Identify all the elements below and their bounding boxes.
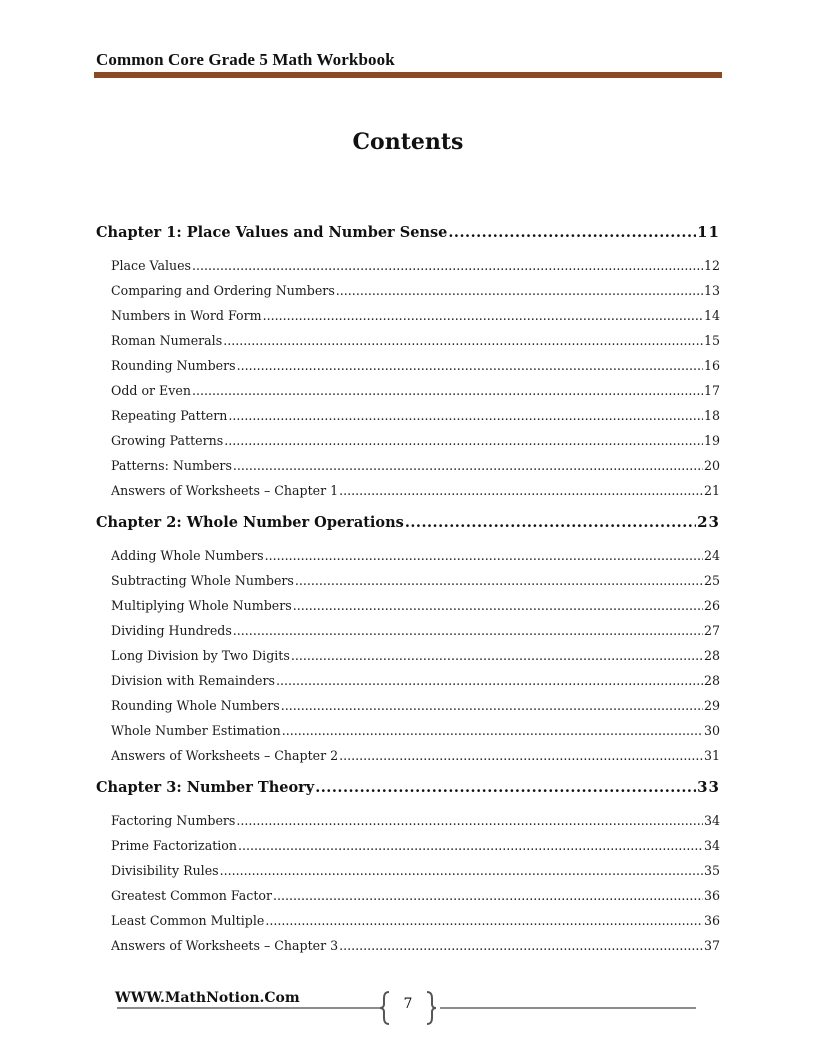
toc-entry-page-number: 23 xyxy=(697,513,720,531)
toc-entry-title: Place Values xyxy=(111,258,192,273)
toc-entry-page-number: 27 xyxy=(703,623,720,638)
toc-entry-title: Subtracting Whole Numbers xyxy=(111,573,294,588)
dot-leader xyxy=(282,722,703,740)
toc-entry-page-number: 37 xyxy=(703,938,720,953)
toc-entry-title: Patterns: Numbers xyxy=(111,458,232,473)
toc-entry-title: Chapter 1: Place Values and Number Sense xyxy=(96,224,448,241)
toc-entry-title: Answers of Worksheets – Chapter 2 xyxy=(111,748,339,763)
toc-chapter-entry xyxy=(96,221,720,243)
toc-lesson-entry xyxy=(111,912,720,930)
dot-leader xyxy=(263,307,703,325)
dot-leader xyxy=(339,482,703,500)
toc-entry-title: Odd or Even xyxy=(111,383,191,398)
footer-rule-left xyxy=(117,1007,380,1009)
toc-lesson-entry xyxy=(111,332,720,350)
toc-entry-title: Repeating Pattern xyxy=(111,408,228,423)
toc-entry-title: Answers of Worksheets – Chapter 3 xyxy=(111,938,339,953)
dot-leader xyxy=(293,597,703,615)
toc-entry-page-number: 26 xyxy=(703,598,720,613)
toc-entry-page-number: 16 xyxy=(703,358,720,373)
toc-lesson-entry xyxy=(111,937,720,955)
page-title: Contents xyxy=(352,129,464,155)
dot-leader xyxy=(281,697,703,715)
toc-entry-title: Divisibility Rules xyxy=(111,863,219,878)
dot-leader xyxy=(336,282,703,300)
toc-lesson-entry xyxy=(111,307,720,325)
dot-leader xyxy=(233,457,703,475)
toc-entry-title: Greatest Common Factor xyxy=(111,888,272,903)
toc-entry-title: Growing Patterns xyxy=(111,433,224,448)
toc-lesson-entry xyxy=(111,837,720,855)
toc-entry-page-number: 17 xyxy=(703,383,720,398)
toc-lesson-entry xyxy=(111,407,720,425)
toc-entry-title: Factoring Numbers xyxy=(111,813,236,828)
footer-rule-right xyxy=(440,1007,696,1009)
dot-leader xyxy=(339,747,703,765)
dot-leader xyxy=(223,332,703,350)
toc-entry-page-number: 35 xyxy=(703,863,720,878)
toc-lesson-entry xyxy=(111,357,720,375)
toc-entry-page-number: 36 xyxy=(703,888,720,903)
toc-entry-title: Numbers in Word Form xyxy=(111,308,262,323)
toc-entry-page-number: 12 xyxy=(703,258,720,273)
left-brace-ornament xyxy=(378,990,392,1026)
toc-entry-page-number: 34 xyxy=(703,838,720,853)
toc-lesson-entry xyxy=(111,647,720,665)
dot-leader xyxy=(265,912,703,930)
toc-entry-title: Least Common Multiple xyxy=(111,913,265,928)
toc-lesson-entry xyxy=(111,432,720,450)
toc-chapter-entry xyxy=(96,511,720,533)
toc-entry-page-number: 20 xyxy=(703,458,720,473)
toc-lesson-entry xyxy=(111,382,720,400)
dot-leader xyxy=(448,222,696,243)
toc-entry-title: Prime Factorization xyxy=(111,838,237,853)
toc-lesson-entry xyxy=(111,887,720,905)
dot-leader xyxy=(405,512,696,533)
toc-entry-page-number: 28 xyxy=(703,673,720,688)
dot-leader xyxy=(224,432,703,450)
toc-entry-title: Chapter 2: Whole Number Operations xyxy=(96,514,404,531)
toc-lesson-entry xyxy=(111,722,720,740)
toc-lesson-entry xyxy=(111,672,720,690)
book-title: Common Core Grade 5 Math Workbook xyxy=(96,50,395,69)
toc-entry-title: Comparing and Ordering Numbers xyxy=(111,283,335,298)
toc-entry-title: Multiplying Whole Numbers xyxy=(111,598,292,613)
toc-entry-page-number: 28 xyxy=(703,648,720,663)
toc-entry-title: Chapter 3: Number Theory xyxy=(96,779,315,796)
toc-entry-title: Long Division by Two Digits xyxy=(111,648,290,663)
footer-url: WWW.MathNotion.Com xyxy=(115,990,300,1006)
toc-entry-page-number: 18 xyxy=(703,408,720,423)
toc-entry-title: Roman Numerals xyxy=(111,333,223,348)
toc-entry-title: Answers of Worksheets – Chapter 1 xyxy=(111,483,339,498)
toc-lesson-entry xyxy=(111,622,720,640)
dot-leader xyxy=(236,812,703,830)
dot-leader xyxy=(238,837,703,855)
toc-entry-page-number: 14 xyxy=(703,308,720,323)
toc-entry-page-number: 36 xyxy=(703,913,720,928)
toc-entry-page-number: 33 xyxy=(697,778,720,796)
dot-leader xyxy=(192,257,703,275)
toc-entry-page-number: 25 xyxy=(703,573,720,588)
toc-lesson-entry xyxy=(111,597,720,615)
header-rule xyxy=(94,72,722,78)
dot-leader xyxy=(265,547,703,565)
toc-entry-page-number: 11 xyxy=(697,223,720,241)
toc-entry-page-number: 13 xyxy=(703,283,720,298)
dot-leader xyxy=(276,672,703,690)
dot-leader xyxy=(315,777,696,798)
toc-lesson-entry xyxy=(111,747,720,765)
toc-entry-page-number: 19 xyxy=(703,433,720,448)
dot-leader xyxy=(192,382,703,400)
toc-entry-title: Adding Whole Numbers xyxy=(111,548,264,563)
dot-leader xyxy=(233,622,703,640)
toc-entry-title: Whole Number Estimation xyxy=(111,723,281,738)
toc-entry-page-number: 30 xyxy=(703,723,720,738)
page-number: 7 xyxy=(403,996,413,1012)
dot-leader xyxy=(291,647,703,665)
toc-entry-page-number: 34 xyxy=(703,813,720,828)
toc-lesson-entry xyxy=(111,572,720,590)
toc-entry-page-number: 29 xyxy=(703,698,720,713)
toc-lesson-entry xyxy=(111,457,720,475)
toc-entry-page-number: 24 xyxy=(703,548,720,563)
toc-chapter-entry xyxy=(96,776,720,798)
toc-entry-page-number: 31 xyxy=(703,748,720,763)
toc-entry-title: Division with Remainders xyxy=(111,673,275,688)
dot-leader xyxy=(237,357,703,375)
dot-leader xyxy=(295,572,703,590)
toc-lesson-entry xyxy=(111,812,720,830)
dot-leader xyxy=(228,407,703,425)
right-brace-ornament xyxy=(424,990,438,1026)
toc-lesson-entry xyxy=(111,482,720,500)
toc-lesson-entry xyxy=(111,282,720,300)
toc-lesson-entry xyxy=(111,862,720,880)
dot-leader xyxy=(220,862,703,880)
toc-entry-title: Rounding Whole Numbers xyxy=(111,698,280,713)
toc-entry-page-number: 15 xyxy=(703,333,720,348)
dot-leader xyxy=(339,937,703,955)
toc-lesson-entry xyxy=(111,697,720,715)
dot-leader xyxy=(273,887,703,905)
toc-entry-title: Rounding Numbers xyxy=(111,358,236,373)
toc-lesson-entry xyxy=(111,547,720,565)
toc-lesson-entry xyxy=(111,257,720,275)
toc-entry-title: Dividing Hundreds xyxy=(111,623,232,638)
toc-entry-page-number: 21 xyxy=(703,483,720,498)
